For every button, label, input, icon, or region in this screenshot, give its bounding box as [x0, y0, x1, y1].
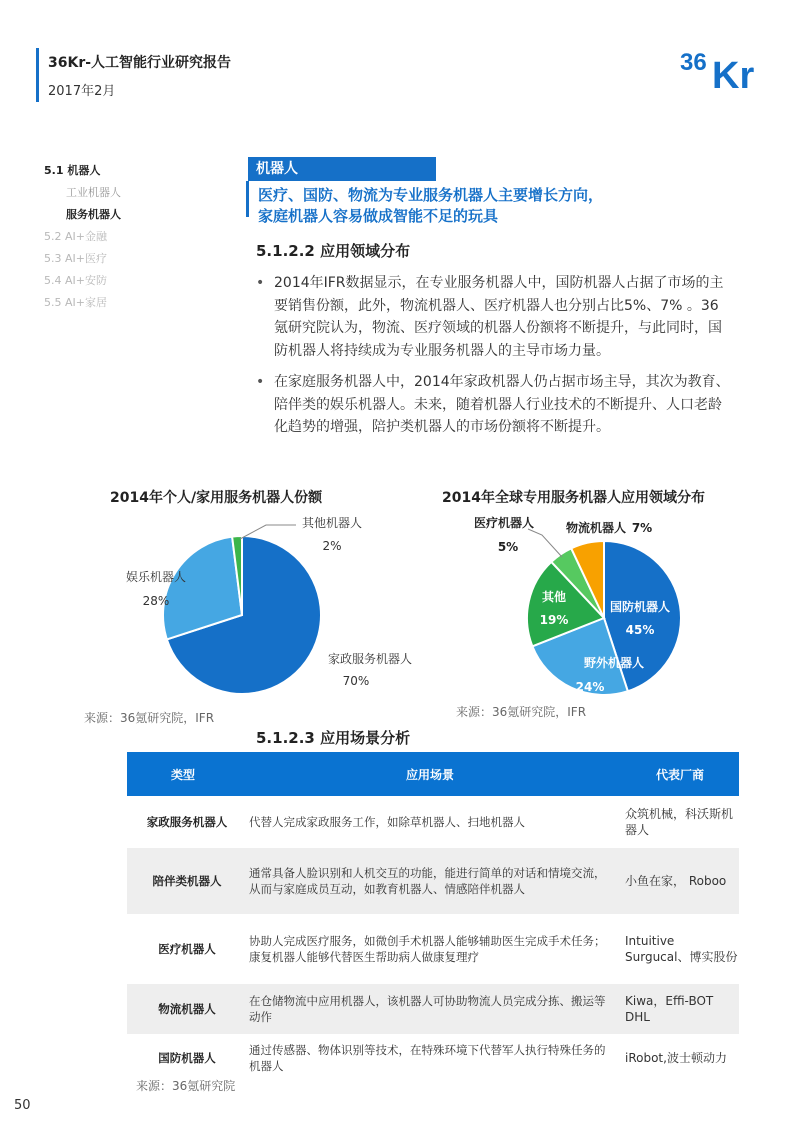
- row-vendor: 众筑机械，科沃斯机器人: [621, 796, 739, 848]
- section-subtitle: [258, 185, 728, 227]
- row-scene: 在仓储物流中应用机器人，该机器人可协助物流人员完成分拣、搬运等动作: [239, 984, 621, 1034]
- row-scene: 通常具备人脸识别和人机交互的功能，能进行简单的对话和情境交流，从而与家庭成员互动，如教育机器人、情感陪伴机器人: [239, 848, 621, 914]
- row-type: 物流机器人: [127, 984, 239, 1034]
- section-tag: 机器人: [248, 157, 436, 181]
- slice-value-label: 5%: [497, 540, 519, 554]
- slice-value-label: 24%: [575, 680, 605, 694]
- slice-label: 医疗机器人: [473, 516, 535, 530]
- leader-line: [528, 529, 562, 557]
- nav-item-robot[interactable]: 5.1 机器人: [44, 164, 101, 177]
- row-scene: 通过传感器、物体识别等技术，在特殊环境下代替军人执行特殊任务的机器人: [239, 1034, 621, 1082]
- bullet-item: • 2014年IFR数据显示，在专业服务机器人中，国防机器人占据了市场的主要销售份额，此外，物流机器人、医疗机器人也分别占比5%、7% 。36氪研究院认为，物流、医疗领域的机器人份额将不断提升，与此同时，国防机器人将持续成为专业服务机器人的主导市场力量。: [256, 272, 730, 362]
- row-type: 国防机器人: [127, 1034, 239, 1082]
- slice-value-label: 19%: [539, 613, 569, 627]
- slice-label: 其他机器人: [301, 516, 363, 530]
- report-title: 36Kr-人工智能行业研究报告: [48, 55, 232, 71]
- row-vendor: Intuitive Surgucal、博实股份: [621, 914, 739, 984]
- slice-label: 家政服务机器人: [327, 652, 413, 666]
- nav-item-industrial-robot[interactable]: 工业机器人: [66, 186, 121, 199]
- section-heading-application-areas: 5.1.2.2 应用领域分布: [256, 242, 411, 260]
- scenario-table: [127, 752, 739, 1082]
- slice-value-label: 2%: [322, 539, 342, 553]
- column-header-type: 类型: [127, 752, 239, 796]
- section-heading-scenarios: 5.1.2.3 应用场景分析: [256, 729, 411, 747]
- slice-value-label: 70%: [342, 674, 370, 688]
- section-nav: [44, 160, 234, 314]
- table-source: 来源：36氪研究院: [136, 1079, 236, 1093]
- 36kr-logo: [680, 44, 764, 90]
- slice-label: 物流机器人: [565, 521, 627, 535]
- slice-value-label: 28%: [142, 594, 170, 608]
- nav-item-ai-security[interactable]: 5.4 AI+安防: [44, 274, 107, 287]
- chart-title-household: 2014年个人/家用服务机器人份额: [110, 490, 323, 506]
- row-type: 陪伴类机器人: [127, 848, 239, 914]
- row-vendor: 小鱼在家， Roboo: [621, 848, 739, 914]
- row-vendor: Kiwa，Effi-BOT DHL: [621, 984, 739, 1034]
- bullet-item: • 在家庭服务机器人中，2014年家政机器人仍占据市场主导，其次为教育、陪伴类的娱乐机器人。未来，随着机器人行业技术的不断提升、人口老龄化趋势的增强，陪护类机器人的市场份额将不断提升。: [256, 371, 730, 439]
- svg-text:Kr: Kr: [712, 55, 755, 90]
- slice-value-label: 7%: [631, 521, 653, 535]
- table-row: [127, 796, 739, 848]
- household-robot-pie-chart: [60, 505, 420, 715]
- subtitle-line-2: 家庭机器人容易做成智能不足的玩具: [258, 207, 499, 225]
- chart-title-professional: 2014年全球专用服务机器人应用领域分布: [442, 490, 705, 506]
- table-row: [127, 848, 739, 914]
- column-header-scene: 应用场景: [239, 752, 621, 796]
- slice-label: 国防机器人: [609, 600, 671, 614]
- chart-source-professional: 来源：36氪研究院，IFR: [456, 705, 587, 719]
- nav-item-service-robot[interactable]: 服务机器人: [66, 208, 121, 221]
- nav-item-ai-medical[interactable]: 5.3 AI+医疗: [44, 252, 107, 265]
- row-scene: 协助人完成医疗服务，如微创手术机器人能够辅助医生完成手术任务；康复机器人能够代替医生帮助病人做康复理疗: [239, 914, 621, 984]
- page-number: 50: [14, 1098, 31, 1113]
- table-row: [127, 1034, 739, 1082]
- subtitle-line-1: 医疗、国防、物流为专业服务机器人主要增长方向，: [258, 186, 604, 204]
- subtitle-accent-bar: [246, 181, 249, 217]
- header-accent-bar: [36, 48, 39, 102]
- slice-label: 野外机器人: [583, 656, 645, 670]
- slice-label: 娱乐机器人: [125, 570, 187, 584]
- svg-text:36: 36: [680, 49, 707, 76]
- professional-robot-pie-chart: [420, 505, 780, 715]
- chart-source-household: 来源：36氪研究院，IFR: [84, 711, 215, 725]
- nav-item-ai-home[interactable]: 5.5 AI+家居: [44, 296, 107, 309]
- row-type: 医疗机器人: [127, 914, 239, 984]
- slice-label: 其他: [541, 590, 567, 604]
- column-header-vendor: 代表厂商: [621, 752, 739, 796]
- table-row: [127, 984, 739, 1034]
- table-header-row: [127, 752, 739, 796]
- bullet-list: [256, 272, 730, 448]
- report-date: 2017年2月: [48, 84, 116, 99]
- row-vendor: iRobot,波士顿动力: [621, 1034, 739, 1082]
- row-scene: 代替人完成家政服务工作，如除草机器人、扫地机器人: [239, 796, 621, 848]
- table-row: [127, 914, 739, 984]
- row-type: 家政服务机器人: [127, 796, 239, 848]
- slice-value-label: 45%: [625, 623, 655, 637]
- nav-item-ai-finance[interactable]: 5.2 AI+金融: [44, 230, 107, 243]
